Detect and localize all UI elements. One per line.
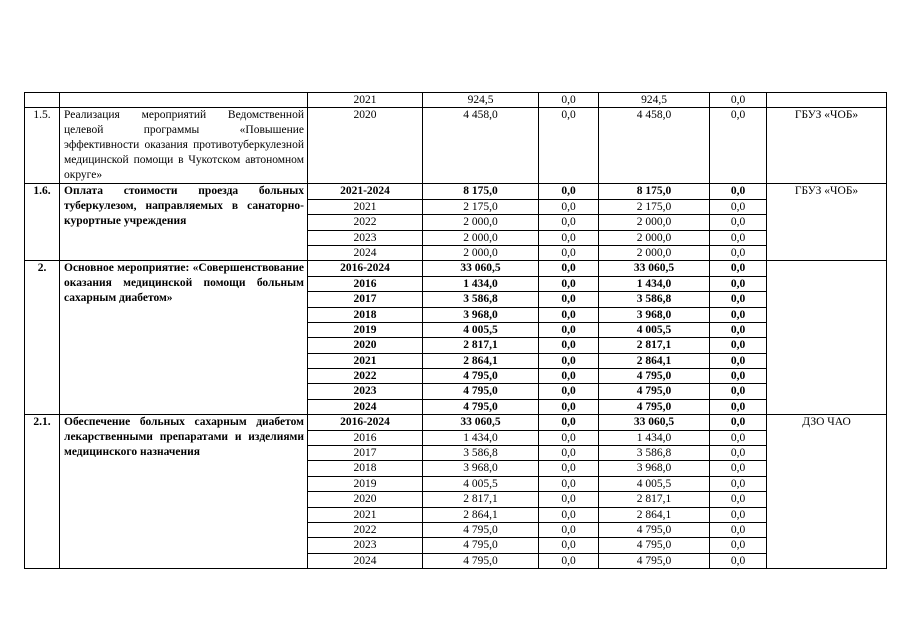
item-number-cell: 2. [25,261,60,415]
other-cell: 0,0 [710,538,767,553]
other-cell: 0,0 [710,446,767,461]
year-cell: 2017 [308,292,423,307]
total-cell: 4 795,0 [423,522,539,537]
district-cell: 3 586,8 [599,446,710,461]
year-cell: 2017 [308,446,423,461]
total-cell: 2 000,0 [423,215,539,230]
total-cell: 2 817,1 [423,338,539,353]
year-cell: 2016 [308,430,423,445]
federal-cell: 0,0 [539,446,599,461]
year-cell: 2022 [308,522,423,537]
federal-cell: 0,0 [539,230,599,245]
other-cell: 0,0 [710,492,767,507]
other-cell: 0,0 [710,276,767,291]
federal-cell: 0,0 [539,215,599,230]
federal-cell: 0,0 [539,399,599,414]
year-cell: 2021-2024 [308,184,423,199]
federal-cell: 0,0 [539,338,599,353]
other-cell: 0,0 [710,338,767,353]
year-cell: 2021 [308,353,423,368]
federal-cell: 0,0 [539,108,599,184]
table-row [25,261,887,276]
item-name-cell: Основное мероприятие: «Совершенствование оказания медицинской помощи больным сахарным диабетом» [60,261,308,415]
year-cell: 2018 [308,461,423,476]
other-cell: 0,0 [710,369,767,384]
federal-cell: 0,0 [539,369,599,384]
total-cell: 3 586,8 [423,446,539,461]
year-cell: 2024 [308,245,423,260]
table-row [25,415,887,430]
year-cell: 2022 [308,215,423,230]
year-cell: 2018 [308,307,423,322]
year-cell: 2023 [308,384,423,399]
other-cell: 0,0 [710,108,767,184]
total-cell: 2 864,1 [423,353,539,368]
district-cell: 2 000,0 [599,215,710,230]
other-cell: 0,0 [710,245,767,260]
responsible-cell: ГБУЗ «ЧОБ» [767,184,887,261]
district-cell: 4 005,5 [599,476,710,491]
other-cell: 0,0 [710,215,767,230]
financing-table [24,92,887,569]
district-cell: 2 175,0 [599,199,710,214]
federal-cell: 0,0 [539,384,599,399]
year-cell: 2023 [308,230,423,245]
item-number-cell: 1.5. [25,108,60,184]
other-cell: 0,0 [710,292,767,307]
other-cell: 0,0 [710,199,767,214]
district-cell: 2 864,1 [599,507,710,522]
item-name-cell: Оплата стоимости проезда больных туберкулезом, направляемых в санаторно-курортные учреждения [60,184,308,261]
total-cell: 924,5 [423,93,539,108]
district-cell: 4 795,0 [599,553,710,568]
other-cell: 0,0 [710,384,767,399]
total-cell: 4 795,0 [423,399,539,414]
total-cell: 4 458,0 [423,108,539,184]
total-cell: 33 060,5 [423,261,539,276]
federal-cell: 0,0 [539,538,599,553]
responsible-cell: ДЗО ЧАО [767,415,887,569]
year-cell: 2022 [308,369,423,384]
item-number-cell: 2.1. [25,415,60,569]
district-cell: 1 434,0 [599,276,710,291]
total-cell: 33 060,5 [423,415,539,430]
district-cell: 8 175,0 [599,184,710,199]
total-cell: 8 175,0 [423,184,539,199]
federal-cell: 0,0 [539,245,599,260]
total-cell: 4 005,5 [423,476,539,491]
item-number-cell [25,93,60,108]
table-row [25,108,887,184]
total-cell: 3 586,8 [423,292,539,307]
district-cell: 3 586,8 [599,292,710,307]
other-cell: 0,0 [710,476,767,491]
total-cell: 2 864,1 [423,507,539,522]
total-cell: 4 795,0 [423,369,539,384]
other-cell: 0,0 [710,353,767,368]
other-cell: 0,0 [710,322,767,337]
district-cell: 4 458,0 [599,108,710,184]
total-cell: 4 795,0 [423,384,539,399]
district-cell: 33 060,5 [599,415,710,430]
district-cell: 33 060,5 [599,261,710,276]
federal-cell: 0,0 [539,415,599,430]
federal-cell: 0,0 [539,353,599,368]
total-cell: 2 000,0 [423,245,539,260]
district-cell: 1 434,0 [599,430,710,445]
district-cell: 2 864,1 [599,353,710,368]
year-cell: 2019 [308,476,423,491]
year-cell: 2016-2024 [308,261,423,276]
year-cell: 2024 [308,553,423,568]
district-cell: 2 000,0 [599,245,710,260]
year-cell: 2021 [308,507,423,522]
district-cell: 924,5 [599,93,710,108]
other-cell: 0,0 [710,307,767,322]
district-cell: 2 000,0 [599,230,710,245]
total-cell: 4 795,0 [423,553,539,568]
year-cell: 2020 [308,492,423,507]
federal-cell: 0,0 [539,553,599,568]
district-cell: 2 817,1 [599,338,710,353]
other-cell: 0,0 [710,230,767,245]
other-cell: 0,0 [710,553,767,568]
other-cell: 0,0 [710,261,767,276]
other-cell: 0,0 [710,93,767,108]
federal-cell: 0,0 [539,492,599,507]
year-cell: 2016-2024 [308,415,423,430]
federal-cell: 0,0 [539,276,599,291]
year-cell: 2024 [308,399,423,414]
item-number-cell: 1.6. [25,184,60,261]
total-cell: 3 968,0 [423,307,539,322]
federal-cell: 0,0 [539,522,599,537]
total-cell: 4 795,0 [423,538,539,553]
federal-cell: 0,0 [539,261,599,276]
year-cell: 2019 [308,322,423,337]
federal-cell: 0,0 [539,476,599,491]
responsible-cell [767,261,887,415]
federal-cell: 0,0 [539,461,599,476]
federal-cell: 0,0 [539,307,599,322]
federal-cell: 0,0 [539,430,599,445]
total-cell: 2 175,0 [423,199,539,214]
district-cell: 4 795,0 [599,369,710,384]
total-cell: 1 434,0 [423,430,539,445]
other-cell: 0,0 [710,399,767,414]
total-cell: 2 817,1 [423,492,539,507]
district-cell: 2 817,1 [599,492,710,507]
district-cell: 4 795,0 [599,399,710,414]
federal-cell: 0,0 [539,93,599,108]
other-cell: 0,0 [710,184,767,199]
other-cell: 0,0 [710,461,767,476]
total-cell: 1 434,0 [423,276,539,291]
year-cell: 2016 [308,276,423,291]
other-cell: 0,0 [710,430,767,445]
district-cell: 3 968,0 [599,307,710,322]
table-row [25,93,887,108]
year-cell: 2023 [308,538,423,553]
district-cell: 4 005,5 [599,322,710,337]
year-cell: 2021 [308,93,423,108]
total-cell: 4 005,5 [423,322,539,337]
total-cell: 2 000,0 [423,230,539,245]
total-cell: 3 968,0 [423,461,539,476]
year-cell: 2020 [308,108,423,184]
other-cell: 0,0 [710,507,767,522]
responsible-cell [767,93,887,108]
federal-cell: 0,0 [539,292,599,307]
year-cell: 2021 [308,199,423,214]
federal-cell: 0,0 [539,322,599,337]
federal-cell: 0,0 [539,199,599,214]
federal-cell: 0,0 [539,184,599,199]
federal-cell: 0,0 [539,507,599,522]
item-name-cell: Обеспечение больных сахарным диабетом лекарственными препаратами и изделиями медицинского назначения [60,415,308,569]
district-cell: 3 968,0 [599,461,710,476]
district-cell: 4 795,0 [599,538,710,553]
responsible-cell: ГБУЗ «ЧОБ» [767,108,887,184]
item-name-cell: Реализация мероприятий Ведомственной целевой программы «Повышение эффективности оказания противотуберкулезной медицинской помощи в Чукотском автономном округе» [60,108,308,184]
year-cell: 2020 [308,338,423,353]
other-cell: 0,0 [710,522,767,537]
other-cell: 0,0 [710,415,767,430]
district-cell: 4 795,0 [599,522,710,537]
district-cell: 4 795,0 [599,384,710,399]
item-name-cell [60,93,308,108]
table-row [25,184,887,199]
